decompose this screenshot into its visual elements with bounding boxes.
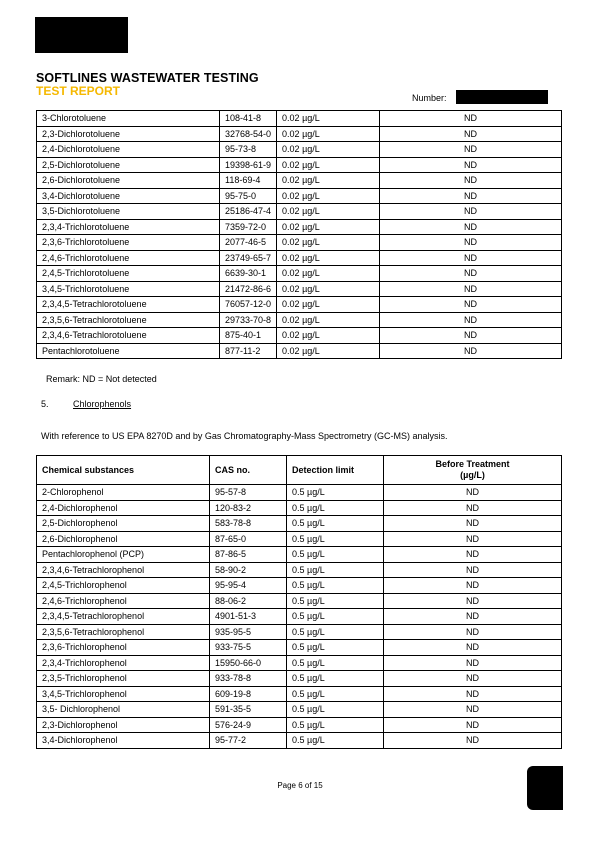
cell-cas-number: 591-35-5 bbox=[210, 702, 287, 718]
table-row bbox=[37, 250, 562, 266]
cell-detection-limit: 0.5 µg/L bbox=[287, 702, 384, 718]
cell-result: ND bbox=[384, 655, 562, 671]
cell-result: ND bbox=[384, 671, 562, 687]
cell-cas-number: 25186-47-4 bbox=[220, 204, 277, 220]
cell-cas-number: 118-69-4 bbox=[220, 173, 277, 189]
cell-result: ND bbox=[384, 500, 562, 516]
table-row bbox=[37, 547, 562, 563]
cell-substance: 3,4-Dichlorophenol bbox=[37, 733, 210, 749]
cell-detection-limit: 0.5 µg/L bbox=[287, 578, 384, 594]
cell-substance: 2,3,4,6-Tetrachlorotoluene bbox=[37, 328, 220, 344]
cell-cas-number: 120-83-2 bbox=[210, 500, 287, 516]
cell-cas-number: 32768-54-0 bbox=[220, 126, 277, 142]
table-row bbox=[37, 593, 562, 609]
col-header-substance: Chemical substances bbox=[37, 456, 210, 485]
cell-result: ND bbox=[384, 702, 562, 718]
cell-substance: 2,4,6-Trichlorophenol bbox=[37, 593, 210, 609]
col-header-before-treatment bbox=[384, 456, 562, 485]
table-row bbox=[37, 343, 562, 359]
table-row bbox=[37, 142, 562, 158]
cell-detection-limit: 0.02 µg/L bbox=[277, 204, 380, 220]
cell-cas-number: 19398-61-9 bbox=[220, 157, 277, 173]
cell-result: ND bbox=[384, 640, 562, 656]
method-reference: With reference to US EPA 8270D and by Gas Chromatography-Mass Spectrometry (GC-MS) analysis. bbox=[41, 431, 448, 441]
cell-cas-number: 21472-86-6 bbox=[220, 281, 277, 297]
cell-result: ND bbox=[380, 328, 562, 344]
cell-result: ND bbox=[380, 219, 562, 235]
table-row bbox=[37, 609, 562, 625]
cell-cas-number: 95-75-0 bbox=[220, 188, 277, 204]
cell-detection-limit: 0.02 µg/L bbox=[277, 266, 380, 282]
cell-substance: 2,6-Dichlorotoluene bbox=[37, 173, 220, 189]
cell-cas-number: 76057-12-0 bbox=[220, 297, 277, 313]
table-row bbox=[37, 312, 562, 328]
table-row bbox=[37, 157, 562, 173]
cell-substance: 2,3,5-Trichlorophenol bbox=[37, 671, 210, 687]
cell-detection-limit: 0.02 µg/L bbox=[277, 297, 380, 313]
table-row bbox=[37, 266, 562, 282]
cell-detection-limit: 0.5 µg/L bbox=[287, 671, 384, 687]
cell-substance: 3,4,5-Trichlorophenol bbox=[37, 686, 210, 702]
cell-detection-limit: 0.5 µg/L bbox=[287, 593, 384, 609]
cell-detection-limit: 0.5 µg/L bbox=[287, 686, 384, 702]
table-row bbox=[37, 126, 562, 142]
cell-cas-number: 58-90-2 bbox=[210, 562, 287, 578]
cell-detection-limit: 0.5 µg/L bbox=[287, 609, 384, 625]
cell-detection-limit: 0.5 µg/L bbox=[287, 531, 384, 547]
cell-detection-limit: 0.02 µg/L bbox=[277, 188, 380, 204]
redacted-corner-mark bbox=[527, 766, 563, 810]
cell-result: ND bbox=[380, 281, 562, 297]
cell-cas-number: 95-73-8 bbox=[220, 142, 277, 158]
redacted-report-number bbox=[456, 90, 548, 104]
cell-result: ND bbox=[384, 717, 562, 733]
table-row bbox=[37, 562, 562, 578]
cell-cas-number: 609-19-8 bbox=[210, 686, 287, 702]
report-number-label: Number: bbox=[412, 93, 447, 103]
cell-detection-limit: 0.5 µg/L bbox=[287, 624, 384, 640]
cell-substance: 2,5-Dichlorophenol bbox=[37, 516, 210, 532]
cell-detection-limit: 0.02 µg/L bbox=[277, 219, 380, 235]
cell-cas-number: 935-95-5 bbox=[210, 624, 287, 640]
cell-result: ND bbox=[380, 111, 562, 127]
table-row bbox=[37, 188, 562, 204]
cell-detection-limit: 0.02 µg/L bbox=[277, 142, 380, 158]
cell-substance: 2,3,6-Trichlorotoluene bbox=[37, 235, 220, 251]
table-row bbox=[37, 671, 562, 687]
section-number: 5. bbox=[41, 399, 49, 409]
section-title: Chlorophenols bbox=[73, 399, 132, 409]
cell-detection-limit: 0.5 µg/L bbox=[287, 485, 384, 501]
cell-result: ND bbox=[380, 312, 562, 328]
col-header-unit: (µg/L) bbox=[460, 470, 485, 480]
cell-substance: Pentachlorophenol (PCP) bbox=[37, 547, 210, 563]
table-row bbox=[37, 485, 562, 501]
table-row bbox=[37, 578, 562, 594]
cell-detection-limit: 0.5 µg/L bbox=[287, 562, 384, 578]
cell-result: ND bbox=[380, 297, 562, 313]
cell-cas-number: 7359-72-0 bbox=[220, 219, 277, 235]
cell-cas-number: 877-11-2 bbox=[220, 343, 277, 359]
cell-substance: 2,3-Dichlorophenol bbox=[37, 717, 210, 733]
cell-substance: 3,4,5-Trichlorotoluene bbox=[37, 281, 220, 297]
cell-result: ND bbox=[380, 126, 562, 142]
col-header-cas: CAS no. bbox=[210, 456, 287, 485]
cell-substance: 2,4-Dichlorophenol bbox=[37, 500, 210, 516]
cell-cas-number: 6639-30-1 bbox=[220, 266, 277, 282]
cell-detection-limit: 0.02 µg/L bbox=[277, 312, 380, 328]
table-row bbox=[37, 640, 562, 656]
cell-cas-number: 108-41-8 bbox=[220, 111, 277, 127]
cell-result: ND bbox=[384, 547, 562, 563]
cell-detection-limit: 0.5 µg/L bbox=[287, 717, 384, 733]
cell-result: ND bbox=[384, 562, 562, 578]
cell-substance: 2,3,5,6-Tetrachlorophenol bbox=[37, 624, 210, 640]
cell-detection-limit: 0.02 µg/L bbox=[277, 173, 380, 189]
table-row bbox=[37, 173, 562, 189]
cell-result: ND bbox=[384, 485, 562, 501]
table-row bbox=[37, 235, 562, 251]
col-header-detection-limit: Detection limit bbox=[287, 456, 384, 485]
cell-substance: 2,4,5-Trichlorotoluene bbox=[37, 266, 220, 282]
table-row bbox=[37, 733, 562, 749]
cell-substance: 3,5-Dichlorotoluene bbox=[37, 204, 220, 220]
chlorophenols-table bbox=[36, 455, 562, 749]
cell-detection-limit: 0.02 µg/L bbox=[277, 235, 380, 251]
cell-cas-number: 2077-46-5 bbox=[220, 235, 277, 251]
cell-substance: 3,4-Dichlorotoluene bbox=[37, 188, 220, 204]
table-row bbox=[37, 686, 562, 702]
table-row bbox=[37, 328, 562, 344]
cell-cas-number: 576-24-9 bbox=[210, 717, 287, 733]
cell-substance: 2,3,4,6-Tetrachlorophenol bbox=[37, 562, 210, 578]
cell-detection-limit: 0.5 µg/L bbox=[287, 516, 384, 532]
cell-result: ND bbox=[384, 578, 562, 594]
report-subtitle: TEST REPORT bbox=[36, 84, 121, 98]
cell-result: ND bbox=[384, 609, 562, 625]
cell-substance: 2,3,4,5-Tetrachlorotoluene bbox=[37, 297, 220, 313]
cell-detection-limit: 0.02 µg/L bbox=[277, 250, 380, 266]
page-number: Page 6 of 15 bbox=[277, 781, 323, 790]
cell-cas-number: 87-65-0 bbox=[210, 531, 287, 547]
cell-detection-limit: 0.5 µg/L bbox=[287, 733, 384, 749]
cell-substance: 2,3-Dichlorotoluene bbox=[37, 126, 220, 142]
cell-substance: Pentachlorotoluene bbox=[37, 343, 220, 359]
cell-substance: 2,4,6-Trichlorotoluene bbox=[37, 250, 220, 266]
table-row bbox=[37, 717, 562, 733]
redacted-logo bbox=[35, 17, 128, 53]
table-row bbox=[37, 219, 562, 235]
cell-cas-number: 15950-66-0 bbox=[210, 655, 287, 671]
cell-detection-limit: 0.5 µg/L bbox=[287, 655, 384, 671]
cell-substance: 2,5-Dichlorotoluene bbox=[37, 157, 220, 173]
cell-cas-number: 933-75-5 bbox=[210, 640, 287, 656]
report-title: SOFTLINES WASTEWATER TESTING bbox=[36, 71, 259, 85]
table-row bbox=[37, 516, 562, 532]
cell-result: ND bbox=[384, 531, 562, 547]
cell-result: ND bbox=[384, 593, 562, 609]
cell-result: ND bbox=[380, 188, 562, 204]
cell-result: ND bbox=[384, 516, 562, 532]
cell-result: ND bbox=[380, 250, 562, 266]
chlorotoluenes-table bbox=[36, 110, 562, 359]
cell-substance: 2,3,6-Trichlorophenol bbox=[37, 640, 210, 656]
cell-result: ND bbox=[384, 733, 562, 749]
cell-cas-number: 95-77-2 bbox=[210, 733, 287, 749]
table-row bbox=[37, 702, 562, 718]
table-row bbox=[37, 204, 562, 220]
cell-result: ND bbox=[380, 157, 562, 173]
cell-substance: 2,4,5-Trichlorophenol bbox=[37, 578, 210, 594]
cell-detection-limit: 0.02 µg/L bbox=[277, 281, 380, 297]
cell-result: ND bbox=[384, 624, 562, 640]
table-row bbox=[37, 297, 562, 313]
cell-substance: 2-Chlorophenol bbox=[37, 485, 210, 501]
table-row bbox=[37, 531, 562, 547]
cell-cas-number: 583-78-8 bbox=[210, 516, 287, 532]
cell-substance: 2,3,4-Trichlorotoluene bbox=[37, 219, 220, 235]
cell-cas-number: 87-86-5 bbox=[210, 547, 287, 563]
cell-cas-number: 29733-70-8 bbox=[220, 312, 277, 328]
cell-result: ND bbox=[380, 142, 562, 158]
table-row bbox=[37, 655, 562, 671]
cell-result: ND bbox=[380, 204, 562, 220]
cell-detection-limit: 0.5 µg/L bbox=[287, 640, 384, 656]
cell-cas-number: 95-57-8 bbox=[210, 485, 287, 501]
cell-result: ND bbox=[384, 686, 562, 702]
table-row bbox=[37, 500, 562, 516]
table-row bbox=[37, 111, 562, 127]
remark-note: Remark: ND = Not detected bbox=[46, 374, 157, 384]
cell-result: ND bbox=[380, 235, 562, 251]
cell-detection-limit: 0.02 µg/L bbox=[277, 328, 380, 344]
cell-cas-number: 95-95-4 bbox=[210, 578, 287, 594]
cell-result: ND bbox=[380, 266, 562, 282]
cell-substance: 2,6-Dichlorophenol bbox=[37, 531, 210, 547]
cell-detection-limit: 0.5 µg/L bbox=[287, 500, 384, 516]
cell-cas-number: 4901-51-3 bbox=[210, 609, 287, 625]
cell-detection-limit: 0.02 µg/L bbox=[277, 111, 380, 127]
cell-substance: 2,3,5,6-Tetrachlorotoluene bbox=[37, 312, 220, 328]
cell-substance: 3,5- Dichlorophenol bbox=[37, 702, 210, 718]
cell-detection-limit: 0.5 µg/L bbox=[287, 547, 384, 563]
cell-detection-limit: 0.02 µg/L bbox=[277, 343, 380, 359]
cell-cas-number: 23749-65-7 bbox=[220, 250, 277, 266]
table-header-row bbox=[37, 456, 562, 485]
cell-result: ND bbox=[380, 343, 562, 359]
col-header-before-treatment-label: Before Treatment bbox=[435, 459, 510, 469]
cell-substance: 2,4-Dichlorotoluene bbox=[37, 142, 220, 158]
cell-substance: 2,3,4-Trichlorophenol bbox=[37, 655, 210, 671]
cell-result: ND bbox=[380, 173, 562, 189]
cell-cas-number: 933-78-8 bbox=[210, 671, 287, 687]
cell-detection-limit: 0.02 µg/L bbox=[277, 157, 380, 173]
cell-cas-number: 875-40-1 bbox=[220, 328, 277, 344]
table-row bbox=[37, 624, 562, 640]
cell-cas-number: 88-06-2 bbox=[210, 593, 287, 609]
table-row bbox=[37, 281, 562, 297]
cell-detection-limit: 0.02 µg/L bbox=[277, 126, 380, 142]
cell-substance: 3-Chlorotoluene bbox=[37, 111, 220, 127]
cell-substance: 2,3,4,5-Tetrachlorophenol bbox=[37, 609, 210, 625]
